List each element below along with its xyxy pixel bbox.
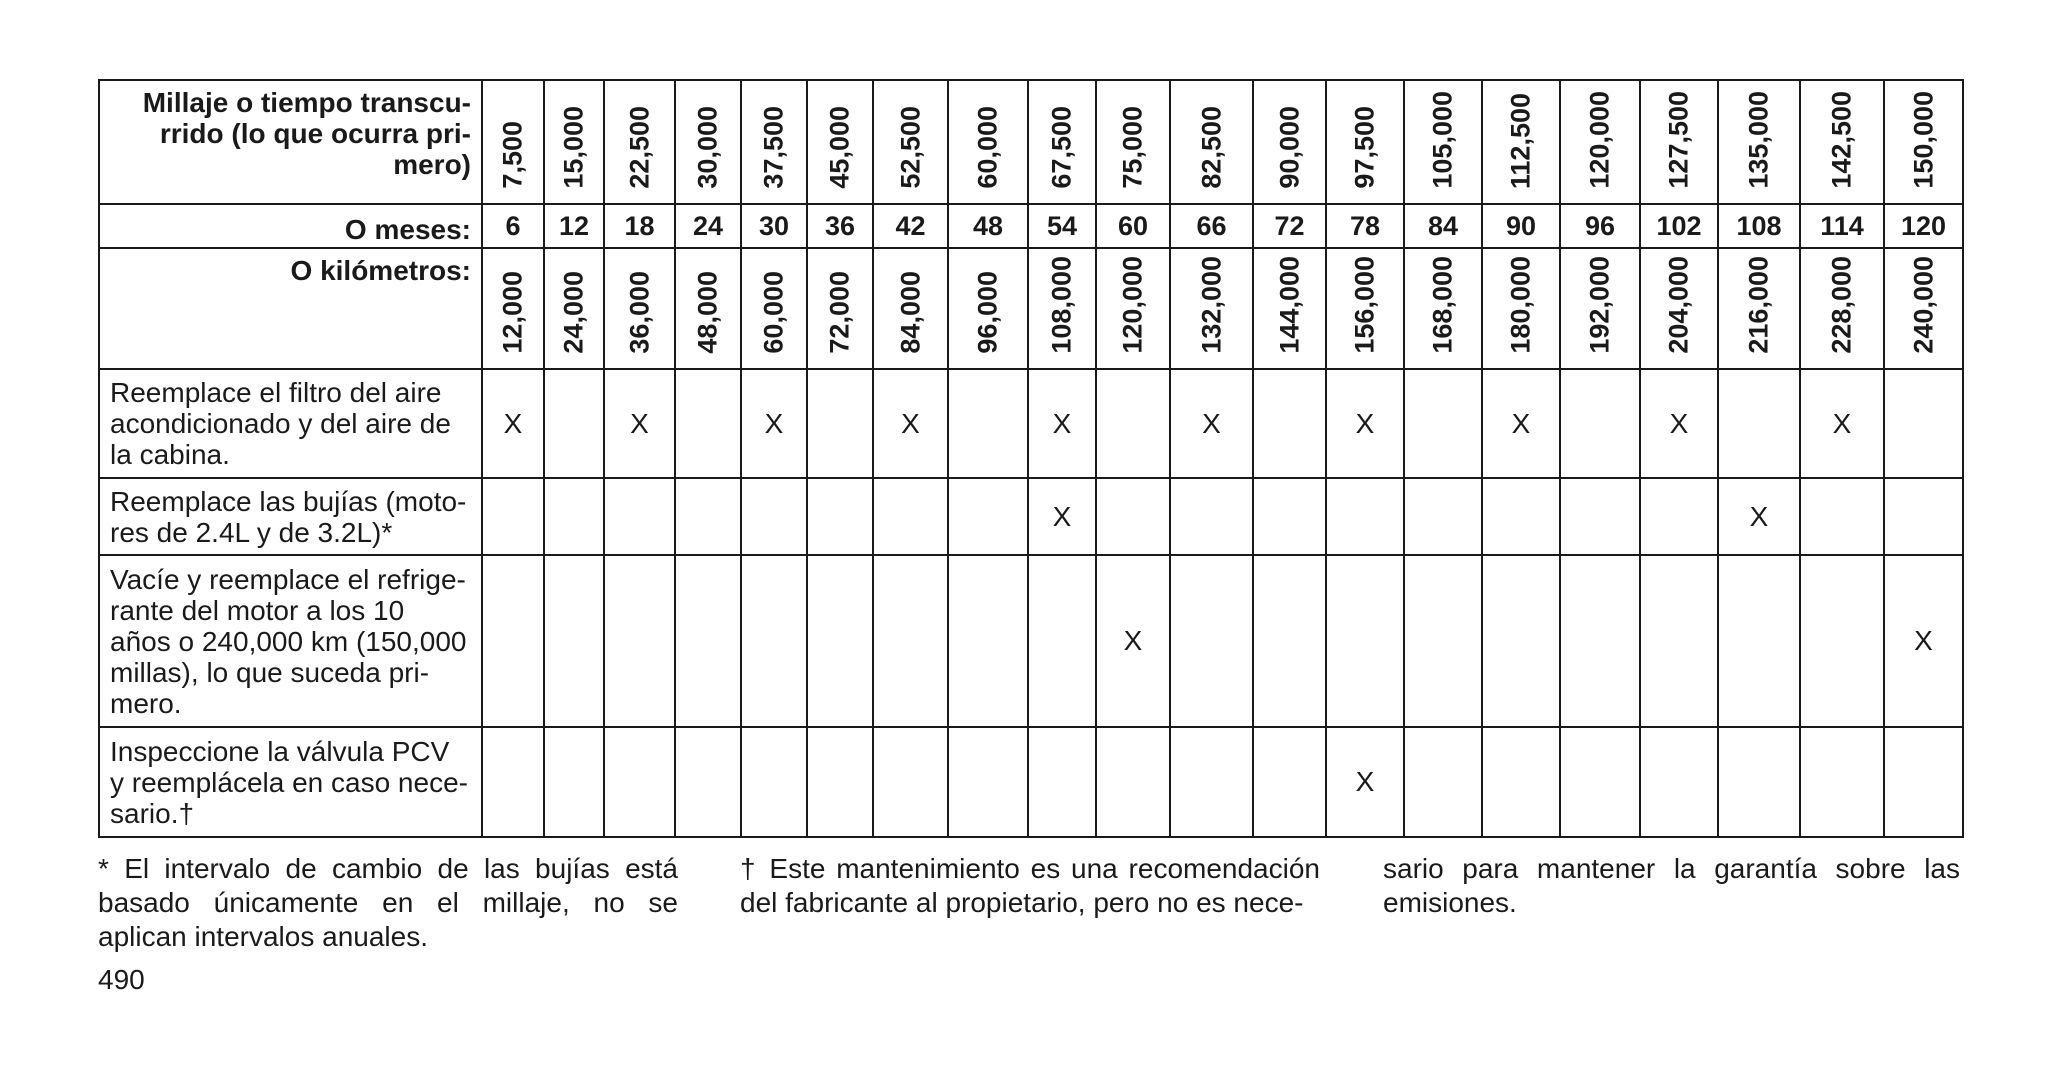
km-value: 180,000 [1505,256,1536,354]
miles-value: 15,000 [558,106,589,189]
interval-mark-cell [873,369,948,478]
interval-empty-cell [1482,478,1560,555]
km-label: O kilómetros: [99,248,482,369]
miles-value: 105,000 [1427,91,1458,189]
interval-empty-cell [1718,555,1800,727]
miles-value: 97,500 [1349,106,1380,189]
miles-header-label-line: Millaje o tiempo transcu- [142,87,471,118]
task-label-line: Inspeccione la válvula PCV [110,735,450,767]
miles-value: 30,000 [692,106,723,189]
months-value: 108 [1718,204,1800,248]
km-interval-cell [1253,248,1326,369]
interval-mark: X [1511,407,1531,439]
km-interval-cell [1800,248,1884,369]
miles-value: 37,500 [758,106,789,189]
miles-value: 75,000 [1117,106,1148,189]
interval-empty-cell [1560,727,1640,837]
interval-empty-cell [482,555,544,727]
km-value: 48,000 [692,271,723,354]
interval-mark: X [1123,625,1143,656]
km-interval-cell [1482,248,1560,369]
km-interval-cell [873,248,948,369]
interval-empty-cell [1482,727,1560,837]
interval-mark: X [630,407,649,439]
miles-value: 112,500 [1505,92,1536,189]
miles-value: 7,500 [497,121,528,189]
interval-empty-cell [1326,478,1404,555]
interval-empty-cell [1640,555,1718,727]
interval-empty-cell [544,727,604,837]
task-label [99,478,482,555]
interval-empty-cell [741,727,807,837]
interval-empty-cell [1028,727,1096,837]
miles-value: 135,000 [1743,91,1774,189]
interval-empty-cell [675,369,741,478]
interval-empty-cell [1800,478,1884,555]
miles-value: 67,500 [1046,106,1077,189]
km-value: 108,000 [1046,256,1077,354]
km-interval-cell [741,248,807,369]
footnote-dagger-part1: † Este mantenimiento es una recomendación del fabricante al propietario, pero no es nece- [740,853,1320,918]
miles-interval-cell [544,80,604,204]
km-value: 216,000 [1743,256,1774,354]
miles-interval-cell [1028,80,1096,204]
interval-empty-cell [807,555,873,727]
km-value: 132,000 [1196,256,1226,354]
miles-header-row [99,80,1963,204]
interval-empty-cell [1560,369,1640,478]
months-value: 90 [1482,204,1560,248]
task-label-line: Reemplace el filtro del aire [110,377,442,408]
months-value: 48 [948,204,1028,248]
task-label-line: rante del motor a los 10 [110,594,405,626]
interval-empty-cell [1096,478,1170,555]
interval-mark: X [1052,407,1072,439]
miles-interval-cell [741,80,807,204]
interval-empty-cell [948,727,1028,837]
interval-empty-cell [1640,727,1718,837]
miles-interval-cell [1170,80,1253,204]
interval-empty-cell [1404,369,1482,478]
months-value: 102 [1640,204,1718,248]
miles-interval-cell [1326,80,1404,204]
interval-empty-cell [544,369,604,478]
months-value: 72 [1253,204,1326,248]
task-label-line: sario.† [110,797,195,829]
miles-interval-cell [873,80,948,204]
km-interval-cell [1640,248,1718,369]
interval-empty-cell [1404,478,1482,555]
interval-empty-cell [1253,555,1326,727]
interval-empty-cell [1170,478,1253,555]
task-label-line: mero. [110,687,182,719]
miles-value: 60,000 [972,106,1003,189]
interval-mark-cell [1028,369,1096,478]
km-value: 24,000 [558,271,589,354]
km-interval-cell [604,248,675,369]
interval-empty-cell [1253,478,1326,555]
km-value: 72,000 [824,271,855,354]
interval-mark: X [1914,625,1933,656]
interval-empty-cell [1884,369,1963,478]
miles-interval-cell [1640,80,1718,204]
months-value: 6 [482,204,544,248]
months-label: O meses: [99,204,482,248]
months-value: 42 [873,204,948,248]
miles-value: 150,000 [1908,91,1938,189]
interval-empty-cell [544,555,604,727]
interval-empty-cell [544,478,604,555]
miles-interval-cell [807,80,873,204]
interval-empty-cell [675,478,741,555]
interval-empty-cell [1884,727,1963,837]
months-value: 12 [544,204,604,248]
months-value: 18 [604,204,675,248]
km-interval-cell [1096,248,1170,369]
interval-empty-cell [1482,555,1560,727]
maintenance-schedule-table [98,79,1964,838]
interval-empty-cell [1800,555,1884,727]
interval-empty-cell [807,478,873,555]
miles-interval-cell [1884,80,1963,204]
interval-mark-cell [1096,555,1170,727]
interval-mark-cell [604,369,675,478]
months-value: 54 [1028,204,1096,248]
page-number: 490 [98,964,145,995]
interval-empty-cell [604,478,675,555]
task-label [99,369,482,478]
interval-empty-cell [482,478,544,555]
task-row [99,555,1963,727]
miles-interval-cell [1096,80,1170,204]
km-interval-cell [1326,248,1404,369]
task-row [99,727,1963,837]
task-row [99,369,1963,478]
interval-empty-cell [1253,369,1326,478]
footnote-spark-plugs: * El intervalo de cambio de las bujías está basado únicamente en el millaje, no se aplican intervalos anuales. [98,853,678,952]
miles-value: 82,500 [1196,106,1226,189]
task-label [99,727,482,837]
km-interval-cell [948,248,1028,369]
task-label-line: años o 240,000 km (150,000 [110,625,467,657]
km-value: 60,000 [758,271,789,354]
interval-empty-cell [604,727,675,837]
miles-interval-cell [1718,80,1800,204]
interval-empty-cell [1640,478,1718,555]
interval-mark-cell [1884,555,1963,727]
km-value: 228,000 [1826,256,1857,354]
miles-value: 52,500 [895,106,925,189]
km-interval-cell [544,248,604,369]
km-value: 204,000 [1663,256,1694,354]
task-label-line: Reemplace las bujías (moto- [110,485,467,517]
miles-interval-cell [1800,80,1884,204]
km-interval-cell [1404,248,1482,369]
interval-mark-cell [1170,369,1253,478]
interval-empty-cell [873,727,948,837]
interval-empty-cell [1718,727,1800,837]
months-value: 36 [807,204,873,248]
miles-header-label-line: mero) [393,149,471,180]
interval-mark: X [1832,407,1852,439]
interval-mark-cell [1482,369,1560,478]
task-label-line: Vacíe y reemplace el refrige- [110,563,466,595]
interval-mark: X [1202,407,1221,439]
interval-empty-cell [741,478,807,555]
task-label-line: la cabina. [110,439,230,470]
km-value: 144,000 [1274,256,1304,354]
km-row [99,248,1963,369]
interval-empty-cell [1096,369,1170,478]
interval-empty-cell [873,478,948,555]
interval-empty-cell [1560,555,1640,727]
km-interval-cell [1884,248,1963,369]
km-interval-cell [675,248,741,369]
interval-empty-cell [1404,727,1482,837]
miles-interval-cell [1482,80,1560,204]
km-value: 120,000 [1117,256,1148,354]
interval-mark: X [1355,766,1375,797]
km-interval-cell [482,248,544,369]
interval-empty-cell [1404,555,1482,727]
interval-empty-cell [807,727,873,837]
miles-interval-cell [1404,80,1482,204]
task-label-line: acondicionado y del aire de [110,408,451,439]
task-label [99,555,482,727]
months-row [99,204,1963,248]
interval-mark-cell [741,369,807,478]
interval-empty-cell [1253,727,1326,837]
interval-empty-cell [948,478,1028,555]
miles-value: 22,500 [624,106,654,189]
task-row [99,478,1963,555]
km-interval-cell [1560,248,1640,369]
interval-empty-cell [1170,555,1253,727]
interval-mark-cell [1640,369,1718,478]
miles-interval-cell [482,80,544,204]
interval-empty-cell [741,555,807,727]
miles-interval-cell [948,80,1028,204]
interval-mark: X [1052,500,1072,532]
miles-value: 142,500 [1826,91,1857,189]
months-value: 114 [1800,204,1884,248]
task-label-line: millas), lo que suceda pri- [110,656,430,688]
km-value: 156,000 [1349,256,1380,354]
interval-empty-cell [948,555,1028,727]
km-value: 192,000 [1584,256,1615,354]
months-value: 78 [1326,204,1404,248]
months-value: 84 [1404,204,1482,248]
km-interval-cell [1718,248,1800,369]
interval-mark-cell [1326,727,1404,837]
interval-mark-cell [1326,369,1404,478]
interval-empty-cell [1560,478,1640,555]
miles-value: 120,000 [1584,91,1615,189]
interval-empty-cell [873,555,948,727]
km-value: 168,000 [1427,256,1458,354]
months-value: 66 [1170,204,1253,248]
interval-empty-cell [482,727,544,837]
interval-mark-cell [1800,369,1884,478]
interval-mark-cell [482,369,544,478]
km-value: 84,000 [895,271,925,354]
interval-mark: X [901,407,920,439]
months-value: 120 [1884,204,1963,248]
miles-header-label-line: rrido (lo que ocurra pri- [159,118,471,149]
months-value: 30 [741,204,807,248]
miles-value: 90,000 [1274,106,1304,189]
interval-empty-cell [948,369,1028,478]
interval-empty-cell [675,555,741,727]
months-value: 24 [675,204,741,248]
km-interval-cell [1028,248,1096,369]
km-interval-cell [807,248,873,369]
task-label-line: y reemplácela en caso nece- [110,766,468,798]
interval-mark: X [1749,500,1769,532]
interval-mark: X [764,407,784,439]
interval-empty-cell [1096,727,1170,837]
km-interval-cell [1170,248,1253,369]
interval-empty-cell [1800,727,1884,837]
interval-empty-cell [1884,478,1963,555]
miles-interval-cell [1253,80,1326,204]
interval-empty-cell [675,727,741,837]
interval-mark-cell [1718,478,1800,555]
miles-interval-cell [604,80,675,204]
miles-value: 127,500 [1663,91,1694,189]
miles-value: 45,000 [824,106,855,189]
interval-mark: X [1669,407,1689,439]
km-value: 36,000 [624,271,654,354]
interval-empty-cell [1326,555,1404,727]
interval-empty-cell [807,369,873,478]
interval-empty-cell [604,555,675,727]
km-value: 12,000 [497,271,528,354]
interval-empty-cell [1718,369,1800,478]
interval-empty-cell [1170,727,1253,837]
interval-mark: X [1355,407,1375,439]
km-value: 240,000 [1908,256,1938,354]
months-value: 96 [1560,204,1640,248]
months-value: 60 [1096,204,1170,248]
km-value: 96,000 [972,271,1003,354]
interval-mark: X [503,407,523,439]
miles-interval-cell [675,80,741,204]
interval-mark-cell [1028,478,1096,555]
footnote-dagger-part2: sario para mantener la garantía sobre las emisiones. [1383,853,1960,918]
miles-interval-cell [1560,80,1640,204]
miles-header-label [99,80,482,204]
task-label-line: res de 2.4L y de 3.2L)* [110,516,393,548]
interval-empty-cell [1028,555,1096,727]
